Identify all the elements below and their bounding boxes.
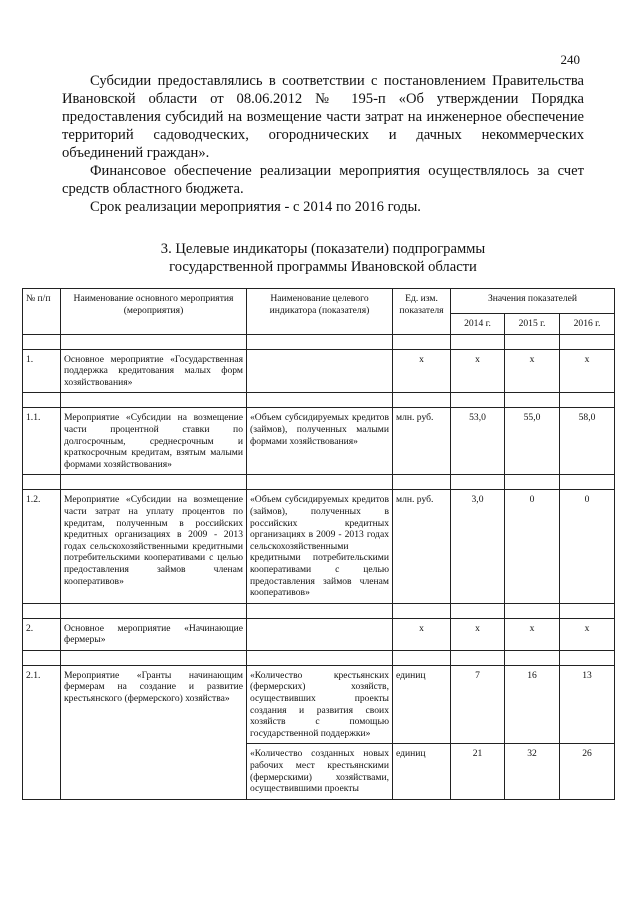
table-row xyxy=(23,665,615,744)
row-value-2014: х xyxy=(451,618,505,650)
header-values: Значения показателей xyxy=(451,289,615,314)
table-header-row xyxy=(23,289,615,314)
row-num: 1. xyxy=(23,349,61,393)
table-gap xyxy=(23,475,615,490)
row-unit: млн. руб. xyxy=(393,490,451,603)
section-title-line-2: государственной программы Ивановской области xyxy=(169,259,477,275)
row-activity: Основное мероприятие «Начинающие фермеры» xyxy=(61,618,247,650)
row-value-2016: 0 xyxy=(560,490,615,603)
section-title xyxy=(62,240,584,276)
row-indicator xyxy=(247,618,393,650)
row-unit: х xyxy=(393,618,451,650)
row-value-2015: х xyxy=(505,618,560,650)
row-value-2016: 13 xyxy=(560,665,615,744)
row-activity: Мероприятие «Гранты начинающим фермерам на создание и развитие крестьянского (фермерского) хозяйства» xyxy=(61,665,247,799)
row-unit: млн. руб. xyxy=(393,408,451,475)
row-unit: х xyxy=(393,349,451,393)
row-value-2014: х xyxy=(451,349,505,393)
header-indicator: Наименование целевого индикатора (показателя) xyxy=(247,289,393,335)
paragraph-subsidies: Субсидии предоставлялись в соответствии с постановлением Правительства Ивановской области от 08.06.2012 № 195-п «Об утверждении Порядка предоставления субсидий на возмещение части затрат на инженерное обеспечение территорий садоводческих, огороднических и дачных некоммерческих объединений граждан». xyxy=(62,73,584,161)
row-value-2014: 53,0 xyxy=(451,408,505,475)
row-value-2016: 26 xyxy=(560,744,615,799)
row-value-2015: 16 xyxy=(505,665,560,744)
page-number: 240 xyxy=(560,52,580,67)
table-gap xyxy=(23,603,615,618)
row-num: 2. xyxy=(23,618,61,650)
table-gap xyxy=(23,393,615,408)
row-value-2014: 21 xyxy=(451,744,505,799)
row-value-2016: х xyxy=(560,618,615,650)
row-value-2014: 3,0 xyxy=(451,490,505,603)
paragraph-period: Срок реализации мероприятия - с 2014 по 2016 годы. xyxy=(90,199,421,215)
table-row xyxy=(23,618,615,650)
row-value-2016: х xyxy=(560,349,615,393)
header-activity: Наименование основного мероприятия (мероприятия) xyxy=(61,289,247,335)
row-num: 1.2. xyxy=(23,490,61,603)
table-row xyxy=(23,349,615,393)
row-value-2015: 55,0 xyxy=(505,408,560,475)
row-value-2015: х xyxy=(505,349,560,393)
row-indicator: «Объем субсидируемых кредитов (займов), полученных малыми формами хозяйствования» xyxy=(247,408,393,475)
row-indicator: «Количество созданных новых рабочих мест крестьянскими (фермерскими) хозяйствами, осуществившими проекты xyxy=(247,744,393,799)
row-unit: единиц xyxy=(393,665,451,744)
section-title-line-1: 3. Целевые индикаторы (показатели) подпрограммы xyxy=(160,241,486,257)
row-value-2016: 58,0 xyxy=(560,408,615,475)
row-num: 1.1. xyxy=(23,408,61,475)
header-year-2014: 2014 г. xyxy=(451,314,505,335)
row-indicator xyxy=(247,349,393,393)
row-value-2015: 32 xyxy=(505,744,560,799)
header-num: № п/п xyxy=(23,289,61,335)
row-num: 2.1. xyxy=(23,665,61,799)
header-year-2015: 2015 г. xyxy=(505,314,560,335)
paragraph-financing: Финансовое обеспечение реализации мероприятия осуществлялось за счет средств областного бюджета. xyxy=(62,163,584,197)
row-unit: единиц xyxy=(393,744,451,799)
row-activity: Мероприятие «Субсидии на возмещение части процентной ставки по долгосрочным, среднесрочным и краткосрочным кредитам, взятым малыми формами хозяйствования» xyxy=(61,408,247,475)
row-indicator: «Объем субсидируемых кредитов (займов), полученных в российских кредитных организациях в 2009 - 2013 годах сельскохозяйственными кредитными потребительскими кооперативами с целью предоставления займов членам кооперативов» xyxy=(247,490,393,603)
row-value-2014: 7 xyxy=(451,665,505,744)
table-row xyxy=(23,490,615,603)
body-text xyxy=(62,72,584,216)
table-gap xyxy=(23,650,615,665)
row-activity: Основное мероприятие «Государственная поддержка кредитования малых форм хозяйствования» xyxy=(61,349,247,393)
header-year-2016: 2016 г. xyxy=(560,314,615,335)
row-value-2015: 0 xyxy=(505,490,560,603)
row-indicator: «Количество крестьянских (фермерских) хозяйств, осуществивших проекты создания и развития своих хозяйств с помощью государственной поддержки» xyxy=(247,665,393,744)
indicators-table xyxy=(22,288,615,800)
table-gap xyxy=(23,334,615,349)
row-activity: Мероприятие «Субсидии на возмещение части затрат на уплату процентов по кредитам, полученным в российских кредитных организациях в 2009 - 2013 годах сельскохозяйственными кредитными потребительскими кооперативами с целью предоставления займов членам кооперативов» xyxy=(61,490,247,603)
header-unit: Ед. изм. показателя xyxy=(393,289,451,335)
table-row xyxy=(23,408,615,475)
